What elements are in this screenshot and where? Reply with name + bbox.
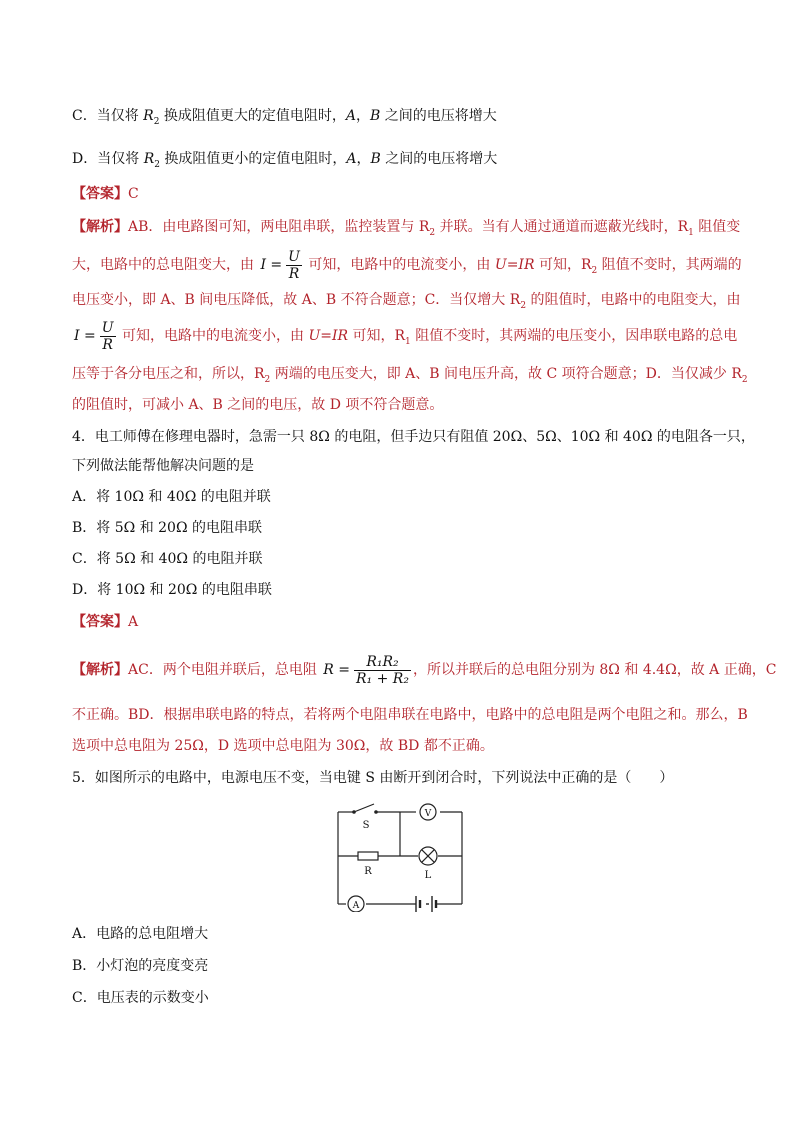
resistor-symbol	[358, 852, 378, 860]
q5-option-b: B．小灯泡的亮度变亮	[72, 958, 209, 974]
ohm-law-formula: I =	[260, 257, 283, 273]
q5-option-a: A．电路的总电阻增大	[72, 926, 209, 942]
lamp-label: L	[424, 870, 432, 881]
q4-option-a: A．将 10Ω 和 40Ω 的电阻并联	[72, 489, 271, 505]
q4-stem-line-1: 4．电工师傅在修理电器时，急需一只 8Ω 的电阻，但手边只有阻值 20Ω、5Ω、10Ω 和 40Ω 的电阻各一只，	[72, 429, 755, 445]
q3-explain-line-5: 压等于各分电压之和，所以，$R_2$ 两端的电压变大，即 A、B 间电压升高，故 C 项符合题意；D．当仅减少 $R_2$	[72, 366, 748, 385]
switch-blade	[354, 804, 374, 812]
q3-option-d: D．当仅将 $R_2$ 换成阻值更小的定值电阻时，A，B 之间的电压将增大	[72, 151, 498, 170]
q3-explain-line-1: 【解析】AB．由电路图可知，两电阻串联，监控装置与 $R_2$ 并联。当有人通过通道而遮蔽光线时，$R_1$ 阻值变	[72, 219, 741, 238]
circuit-diagram	[330, 800, 470, 912]
q5-option-c: C．电压表的示数变小	[72, 990, 209, 1006]
battery-symbol	[416, 896, 436, 912]
q3-explain-line-3: 电压变小，即 A、B 间电压降低，故 A、B 不符合题意；C．当仅增大 $R_2$ 的阻值时，电路中的电阻变大，由	[72, 292, 741, 311]
q3-explain-line-6: 的阻值时，可减小 A、B 之间的电压，故 D 项不符合题意。	[72, 397, 444, 413]
q3-answer: 【答案】C	[72, 186, 139, 202]
q5-stem: 5．如图所示的电路中，电源电压不变，当电键 S 由断开到闭合时，下列说法中正确的是（ ）	[72, 770, 674, 786]
q4-option-b: B．将 5Ω 和 20Ω 的电阻串联	[72, 520, 263, 536]
q4-option-c: C．将 5Ω 和 40Ω 的电阻并联	[72, 551, 263, 567]
q4-answer: 【答案】A	[72, 614, 139, 630]
parallel-resistance-formula: $\frac{\text{R₁R₂}}{\text{R₁ + R₂}}$	[356, 653, 409, 687]
q4-option-d: D．将 10Ω 和 20Ω 的电阻串联	[72, 582, 272, 598]
q4-explain-line-2: 不正确。BD．根据串联电路的特点，若将两个电阻串联在电路中，电路中的总电阻是两个电阻之和。那么，B	[72, 707, 748, 723]
q4-stem-line-2: 下列做法能帮他解决问题的是	[72, 458, 254, 474]
voltmeter-label: V	[424, 809, 432, 819]
switch-label: S	[362, 820, 370, 831]
q3-option-c: C．当仅将 $R_2$ 换成阻值更大的定值电阻时，A，B 之间的电压将增大	[72, 108, 497, 127]
q3-explain-line-2: 大，电路中的总电阻变大，由 I = $\frac{U}{R}$ 可知，电路中的电流变小，由 U=IR 可知，$R_2$ 阻值不变时，其两端的	[72, 248, 742, 282]
resistor-label: R	[364, 866, 372, 877]
q4-explain-line-1: 【解析】AC．两个电阻并联后，总电阻 R = $\frac{\text{R₁R₂}}{\text{R₁ + R₂}}$ ，所以并联后的总电阻分别为 8Ω 和 4.4Ω，故 A 正确，C	[72, 653, 777, 687]
q3-explain-line-4: I = $\frac{U}{R}$ 可知，电路中的电流变小，由 U=IR 可知，$R_1$ 阻值不变时，其两端的电压变小，因串联电路的总电	[74, 319, 738, 353]
q4-explain-line-3: 选项中总电阻为 25Ω，D 选项中总电阻为 30Ω，故 BD 都不正确。	[72, 738, 494, 754]
ohm-law-formula-2: $\frac{U}{R}$	[101, 319, 114, 353]
ammeter-label: A	[352, 901, 360, 911]
